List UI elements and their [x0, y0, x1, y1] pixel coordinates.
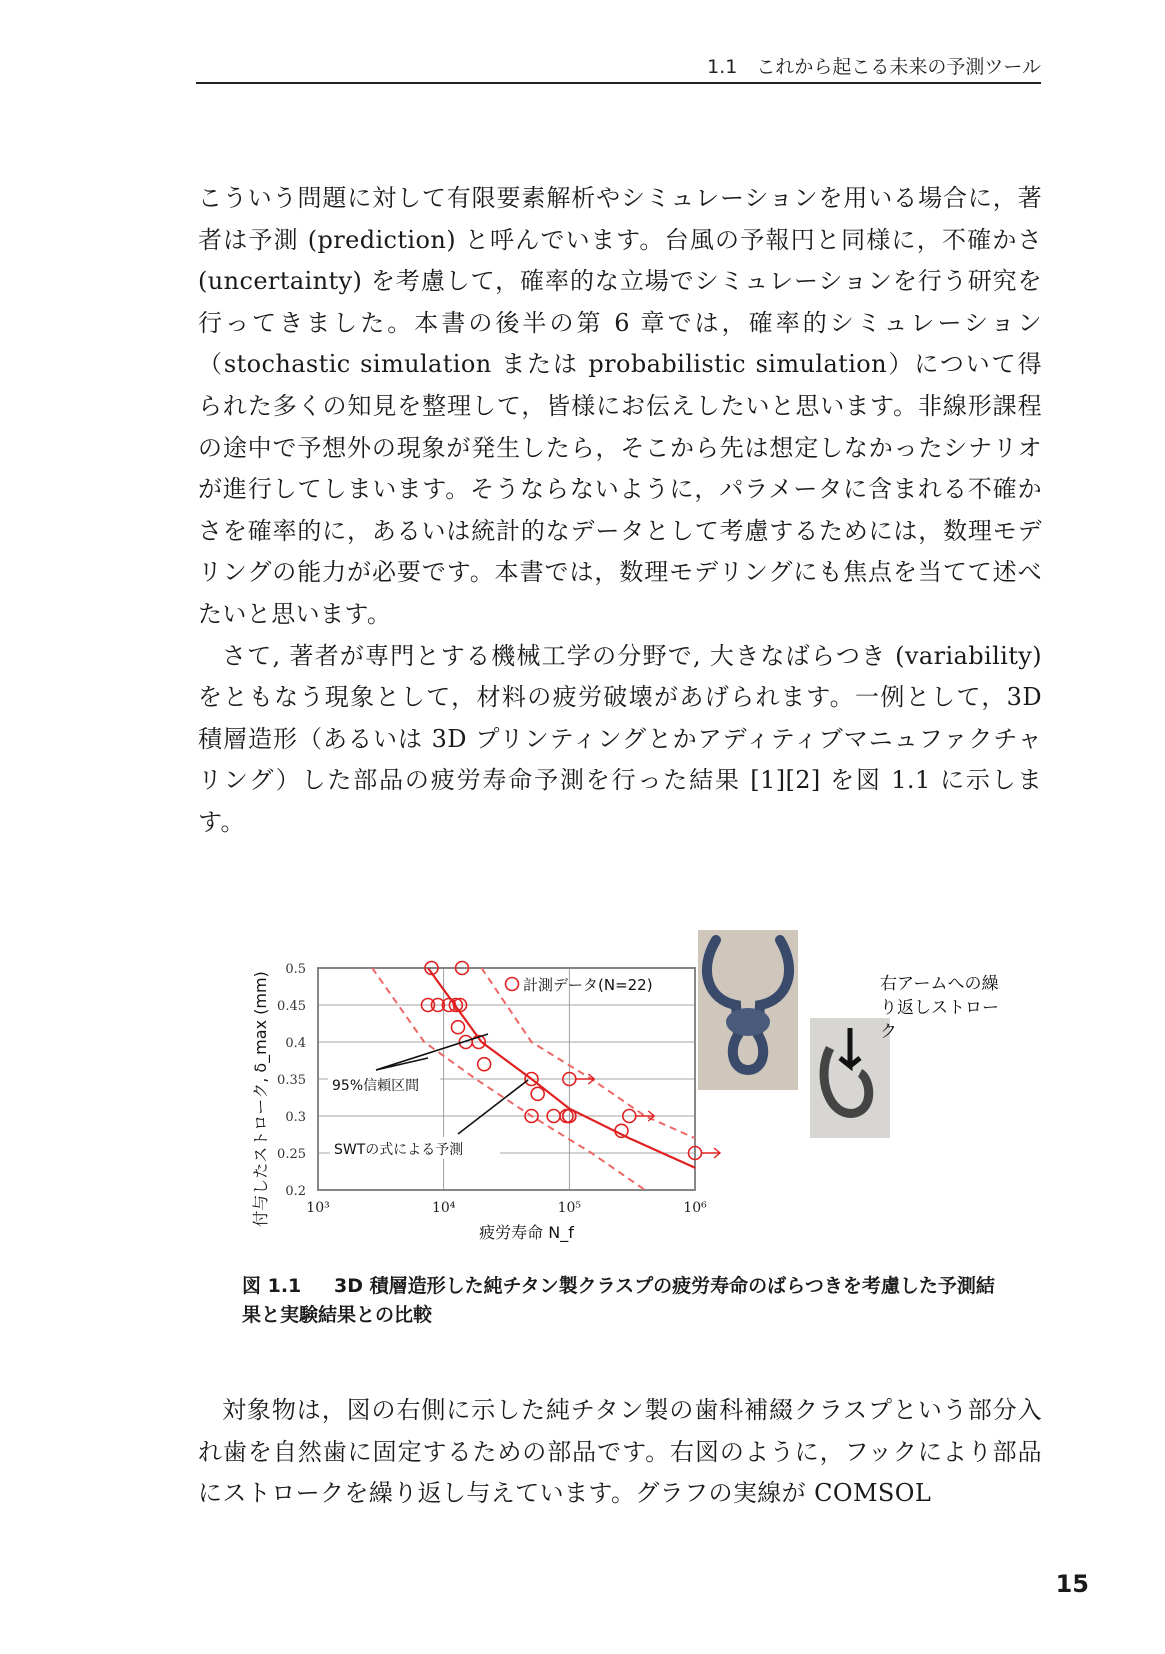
photo-label: 右アームへの繰り返しストローク — [880, 974, 999, 1042]
hook-photo — [810, 1018, 890, 1138]
paragraph: こういう問題に対して有限要素解析やシミュレーションを用いる場合に，著者は予測 (prediction) と呼んでいます。台風の予報円と同様に，不確かさ (uncertainty) を考慮して，確率的な立場でシミュレーションを行う研究を行ってきました。本書の後半の第 6 章では，確率的シミュレーション（stochastic simulation または probabilistic simulation）について得られた多くの知見を整理して，皆様にお伝えしたいと思います。非線形課程の途中で予想外の現象が発生したら，そこから先は想定しなかったシナリオが進行してしまいます。そうならないように，パラメータに含まれる不確かさを確率的に，あるいは統計的なデータとして考慮するためには，数理モデリングの能力が必要です。本書では，数理モデリングにも焦点を当てて述べたいと思います。 — [198, 184, 1042, 628]
x-tick-label: 10⁵ — [557, 1200, 582, 1216]
x-tick-label: 10⁴ — [431, 1200, 456, 1216]
page-number: 15 — [1055, 1570, 1089, 1598]
paragraph: さて, 著者が専門とする機械工学の分野で, 大きなばらつき (variability) をともなう現象として，材料の疲労破壊があげられます。一例として，3D 積層造形（あるいは 3D プリンティングとかアディティブマニュファクチャリング）した部品の疲労寿命予測を行った結果 [1][2] を図 1.1 に示します。 — [198, 641, 1042, 836]
x-axis-label: 疲労寿命 N_f — [479, 1223, 574, 1242]
y-tick-label: 0.3 — [285, 1110, 306, 1125]
caption-number: 図 1.1 — [242, 1275, 302, 1297]
y-tick-label: 0.25 — [277, 1147, 306, 1162]
x-tick-label: 10³ — [306, 1200, 330, 1216]
confidence-annotation: 95%信頼区間 — [332, 1078, 420, 1094]
y-tick-label: 0.45 — [277, 999, 306, 1014]
figure-1-1 — [240, 930, 970, 1242]
y-tick-label: 0.5 — [285, 962, 306, 977]
y-axis-label: 付与したストローク, δ_max (mm) — [251, 971, 270, 1227]
clasp-photo — [698, 930, 798, 1090]
legend-label: 計測データ(N=22) — [523, 976, 653, 994]
body-text-top — [198, 178, 1042, 844]
paragraph: 対象物は，図の右側に示した純チタン製の歯科補綴クラスプという部分入れ歯を自然歯に固定するための部品です。右図のように，フックにより部品にストロークを繰り返し与えています。グラフの実線が COMSOL — [198, 1396, 1042, 1508]
body-text-bottom — [198, 1390, 1042, 1515]
swt-annotation: SWTの式による予測 — [334, 1142, 464, 1158]
y-tick-label: 0.2 — [285, 1184, 306, 1199]
y-tick-label: 0.4 — [285, 1036, 306, 1051]
caption-text: 3D 積層造形した純チタン製クラスプの疲労寿命のばらつきを考慮した予測結果と実験結果との比較 — [242, 1275, 995, 1326]
running-header — [196, 52, 1041, 84]
y-tick-label: 0.35 — [277, 1073, 306, 1088]
running-title: 1.1 これから起こる未来の予測ツール — [707, 56, 1041, 78]
runout-arrow — [702, 1148, 720, 1158]
figure-caption — [242, 1272, 1002, 1330]
x-tick-label: 10⁶ — [683, 1200, 707, 1216]
